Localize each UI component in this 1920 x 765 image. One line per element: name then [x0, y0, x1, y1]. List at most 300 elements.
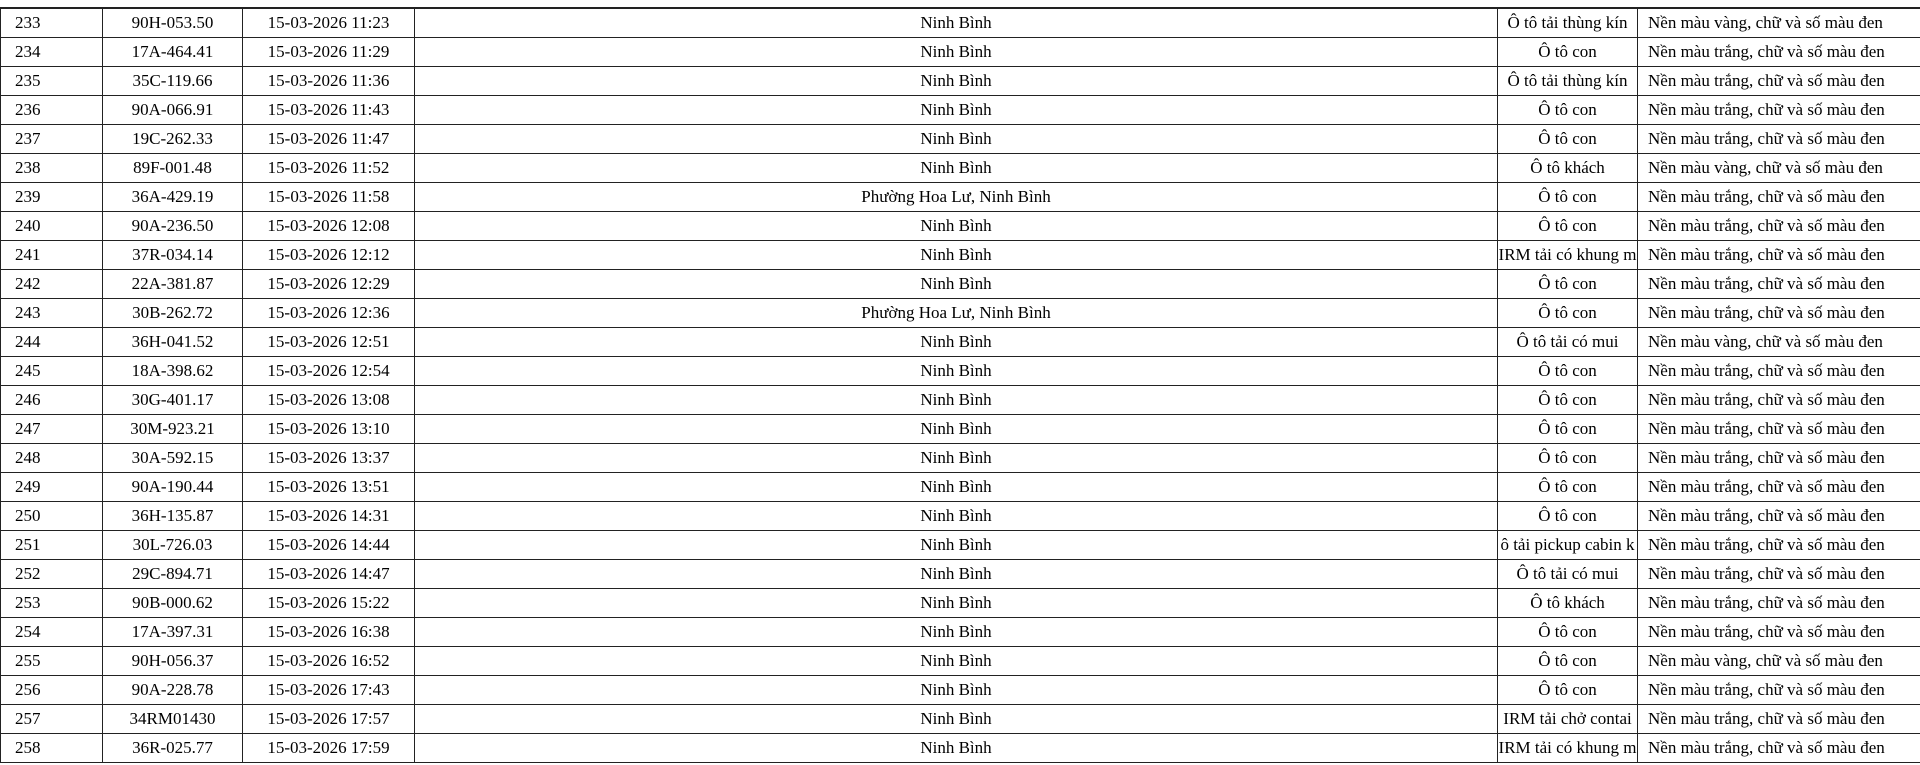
timestamp-cell[interactable] — [243, 328, 415, 357]
timestamp-cell-text: 15-03-2026 17:43 — [267, 680, 390, 699]
row-number-cell[interactable] — [1, 444, 103, 473]
plate-color-cell[interactable] — [1638, 154, 1920, 183]
row-number-cell[interactable] — [1, 502, 103, 531]
row-number-cell[interactable] — [1, 734, 103, 763]
vehicle-type-cell[interactable] — [1498, 299, 1638, 328]
plate-color-cell-text: Nền màu trắng, chữ và số màu đen — [1648, 564, 1885, 583]
license-plate-cell-text: 17A-397.31 — [131, 622, 214, 641]
location-cell-text: Ninh Bình — [920, 100, 992, 119]
plate-color-cell[interactable] — [1638, 125, 1920, 154]
license-plate-cell[interactable] — [103, 473, 243, 502]
plate-color-cell[interactable] — [1638, 589, 1920, 618]
plate-color-cell-text: Nền màu trắng, chữ và số màu đen — [1648, 71, 1885, 90]
plate-color-cell[interactable] — [1638, 270, 1920, 299]
plate-color-cell-text: Nền màu trắng, chữ và số màu đen — [1648, 187, 1885, 206]
row-number-cell-text: 257 — [15, 709, 41, 728]
vehicle-type-cell[interactable] — [1498, 705, 1638, 734]
row-number-cell-text: 253 — [15, 593, 41, 612]
timestamp-cell[interactable] — [243, 270, 415, 299]
license-plate-cell[interactable] — [103, 647, 243, 676]
license-plate-cell-text: 36A-429.19 — [131, 187, 214, 206]
table-row — [1, 531, 1920, 560]
table-row — [1, 705, 1920, 734]
license-plate-cell[interactable] — [103, 676, 243, 705]
row-number-cell[interactable] — [1, 618, 103, 647]
row-number-cell[interactable] — [1, 38, 103, 67]
license-plate-cell[interactable] — [103, 415, 243, 444]
vehicle-type-cell[interactable] — [1498, 183, 1638, 212]
row-number-cell-text: 254 — [15, 622, 41, 641]
timestamp-cell[interactable] — [243, 96, 415, 125]
row-number-cell[interactable] — [1, 647, 103, 676]
vehicle-type-cell[interactable] — [1498, 67, 1638, 96]
plate-color-cell-text: Nền màu trắng, chữ và số màu đen — [1648, 390, 1885, 409]
vehicle-type-cell[interactable] — [1498, 9, 1638, 38]
location-cell-text: Ninh Bình — [920, 274, 992, 293]
license-plate-cell[interactable] — [103, 502, 243, 531]
location-cell[interactable] — [415, 705, 1498, 734]
table-row — [1, 415, 1920, 444]
plate-color-cell-text: Nền màu vàng, chữ và số màu đen — [1648, 651, 1883, 670]
table-row — [1, 473, 1920, 502]
row-number-cell-text: 242 — [15, 274, 41, 293]
license-plate-cell-text: 37R-034.14 — [132, 245, 213, 264]
timestamp-cell-text: 15-03-2026 13:51 — [267, 477, 390, 496]
timestamp-cell-text: 15-03-2026 16:52 — [267, 651, 390, 670]
timestamp-cell[interactable] — [243, 241, 415, 270]
vehicle-type-cell[interactable] — [1498, 531, 1638, 560]
license-plate-cell-text: 30L-726.03 — [132, 535, 213, 554]
timestamp-cell[interactable] — [243, 734, 415, 763]
license-plate-cell[interactable] — [103, 212, 243, 241]
location-cell[interactable] — [415, 38, 1498, 67]
license-plate-cell[interactable] — [103, 589, 243, 618]
timestamp-cell[interactable] — [243, 705, 415, 734]
license-plate-cell-text: 90A-228.78 — [131, 680, 214, 699]
location-cell[interactable] — [415, 299, 1498, 328]
row-number-cell[interactable] — [1, 676, 103, 705]
plate-color-cell[interactable] — [1638, 96, 1920, 125]
vehicle-type-cell-text: Ô tô tải thùng kín — [1507, 13, 1628, 32]
row-number-cell-text: 236 — [15, 100, 41, 119]
table-row — [1, 154, 1920, 183]
license-plate-cell[interactable] — [103, 241, 243, 270]
vehicle-type-cell-text: Ô tô con — [1538, 506, 1597, 525]
timestamp-cell[interactable] — [243, 212, 415, 241]
timestamp-cell-text: 15-03-2026 11:43 — [267, 100, 390, 119]
license-plate-cell[interactable] — [103, 9, 243, 38]
vehicle-type-cell[interactable] — [1498, 328, 1638, 357]
location-cell[interactable] — [415, 154, 1498, 183]
plate-color-cell[interactable] — [1638, 705, 1920, 734]
license-plate-cell-text: 30G-401.17 — [131, 390, 214, 409]
license-plate-cell-text: 36H-135.87 — [131, 506, 214, 525]
license-plate-cell[interactable] — [103, 299, 243, 328]
timestamp-cell-text: 15-03-2026 12:54 — [267, 361, 390, 380]
plate-color-cell[interactable] — [1638, 67, 1920, 96]
vehicle-type-cell-text: Ô tô con — [1538, 187, 1597, 206]
plate-color-cell-text: Nền màu trắng, chữ và số màu đen — [1648, 448, 1885, 467]
vehicle-type-cell[interactable] — [1498, 241, 1638, 270]
row-number-cell-text: 244 — [15, 332, 41, 351]
vehicle-type-cell[interactable] — [1498, 589, 1638, 618]
plate-color-cell[interactable] — [1638, 531, 1920, 560]
row-number-cell-text: 256 — [15, 680, 41, 699]
vehicle-type-cell[interactable] — [1498, 502, 1638, 531]
location-cell-text: Ninh Bình — [920, 71, 992, 90]
license-plate-cell[interactable] — [103, 386, 243, 415]
vehicle-type-cell[interactable] — [1498, 618, 1638, 647]
vehicle-type-cell[interactable] — [1498, 415, 1638, 444]
timestamp-cell[interactable] — [243, 38, 415, 67]
license-plate-cell[interactable] — [103, 705, 243, 734]
license-plate-cell[interactable] — [103, 444, 243, 473]
plate-color-cell-text: Nền màu trắng, chữ và số màu đen — [1648, 738, 1885, 757]
vehicle-type-cell-text: Ô tô con — [1538, 622, 1597, 641]
vehicle-type-cell[interactable] — [1498, 386, 1638, 415]
license-plate-cell[interactable] — [103, 560, 243, 589]
location-cell[interactable] — [415, 212, 1498, 241]
license-plate-cell[interactable] — [103, 125, 243, 154]
timestamp-cell[interactable] — [243, 647, 415, 676]
row-number-cell[interactable] — [1, 96, 103, 125]
location-cell[interactable] — [415, 560, 1498, 589]
row-number-cell-text: 234 — [15, 42, 41, 61]
location-cell-text: Ninh Bình — [920, 535, 992, 554]
timestamp-cell[interactable] — [243, 589, 415, 618]
row-number-cell-text: 241 — [15, 245, 41, 264]
table-row — [1, 125, 1920, 154]
timestamp-cell-text: 15-03-2026 11:23 — [267, 13, 390, 32]
license-plate-cell-text: 30B-262.72 — [132, 303, 213, 322]
row-number-cell-text: 252 — [15, 564, 41, 583]
table-row — [1, 444, 1920, 473]
timestamp-cell[interactable] — [243, 560, 415, 589]
vehicle-type-cell-text: IRM tải có khung m — [1498, 738, 1637, 757]
location-cell[interactable] — [415, 618, 1498, 647]
location-cell[interactable] — [415, 270, 1498, 299]
table-row — [1, 676, 1920, 705]
vehicle-type-cell-text: Ô tô con — [1538, 274, 1597, 293]
license-plate-cell-text: 19C-262.33 — [132, 129, 213, 148]
plate-color-cell[interactable] — [1638, 560, 1920, 589]
plate-color-cell[interactable] — [1638, 38, 1920, 67]
plate-color-cell[interactable] — [1638, 183, 1920, 212]
vehicle-type-cell-text: ô tải pickup cabin k — [1500, 535, 1635, 554]
vehicle-type-cell-text: Ô tô tải thùng kín — [1507, 71, 1628, 90]
license-plate-cell[interactable] — [103, 618, 243, 647]
timestamp-cell-text: 15-03-2026 11:29 — [267, 42, 390, 61]
timestamp-cell[interactable] — [243, 676, 415, 705]
timestamp-cell[interactable] — [243, 473, 415, 502]
table-row — [1, 560, 1920, 589]
location-cell[interactable] — [415, 734, 1498, 763]
table-row — [1, 241, 1920, 270]
plate-color-cell-text: Nền màu trắng, chữ và số màu đen — [1648, 622, 1885, 641]
location-cell[interactable] — [415, 328, 1498, 357]
table-row — [1, 270, 1920, 299]
table-row — [1, 38, 1920, 67]
timestamp-cell-text: 15-03-2026 13:10 — [267, 419, 390, 438]
license-plate-cell-text: 90A-236.50 — [131, 216, 214, 235]
license-plate-cell-text: 30M-923.21 — [130, 419, 215, 438]
location-cell[interactable] — [415, 96, 1498, 125]
plate-color-cell[interactable] — [1638, 676, 1920, 705]
vehicle-type-cell-text: IRM tải chở contai — [1503, 709, 1632, 728]
location-cell[interactable] — [415, 502, 1498, 531]
plate-color-cell[interactable] — [1638, 473, 1920, 502]
license-plate-cell-text: 18A-398.62 — [131, 361, 214, 380]
vehicle-type-cell[interactable] — [1498, 154, 1638, 183]
timestamp-cell[interactable] — [243, 299, 415, 328]
plate-color-cell-text: Nền màu trắng, chữ và số màu đen — [1648, 535, 1885, 554]
location-cell[interactable] — [415, 386, 1498, 415]
row-number-cell-text: 245 — [15, 361, 41, 380]
location-cell-text: Ninh Bình — [920, 506, 992, 525]
timestamp-cell-text: 15-03-2026 12:36 — [267, 303, 390, 322]
location-cell-text: Ninh Bình — [920, 216, 992, 235]
table-row — [1, 502, 1920, 531]
plate-color-cell[interactable] — [1638, 444, 1920, 473]
plate-color-cell[interactable] — [1638, 212, 1920, 241]
table-row — [1, 734, 1920, 763]
license-plate-cell[interactable] — [103, 531, 243, 560]
row-number-cell-text: 255 — [15, 651, 41, 670]
timestamp-cell[interactable] — [243, 444, 415, 473]
vehicle-type-cell[interactable] — [1498, 357, 1638, 386]
vehicle-type-cell-text: Ô tô con — [1538, 216, 1597, 235]
vehicle-type-cell[interactable] — [1498, 560, 1638, 589]
vehicle-type-cell[interactable] — [1498, 676, 1638, 705]
row-number-cell[interactable] — [1, 473, 103, 502]
plate-color-cell[interactable] — [1638, 734, 1920, 763]
vehicle-type-cell-text: Ô tô con — [1538, 448, 1597, 467]
plate-color-cell[interactable] — [1638, 647, 1920, 676]
timestamp-cell-text: 15-03-2026 13:08 — [267, 390, 390, 409]
row-number-cell-text: 246 — [15, 390, 41, 409]
location-cell-text: Ninh Bình — [920, 622, 992, 641]
vehicle-type-cell[interactable] — [1498, 270, 1638, 299]
license-plate-cell-text: 22A-381.87 — [131, 274, 214, 293]
timestamp-cell[interactable] — [243, 67, 415, 96]
plate-color-cell[interactable] — [1638, 618, 1920, 647]
timestamp-cell-text: 15-03-2026 14:31 — [267, 506, 390, 525]
license-plate-cell-text: 34RM01430 — [129, 709, 216, 728]
table-row — [1, 212, 1920, 241]
location-cell-text: Ninh Bình — [920, 13, 992, 32]
row-number-cell-text: 238 — [15, 158, 41, 177]
timestamp-cell-text: 15-03-2026 11:47 — [267, 129, 390, 148]
location-cell[interactable] — [415, 531, 1498, 560]
plate-color-cell[interactable] — [1638, 9, 1920, 38]
plate-color-cell-text: Nền màu trắng, chữ và số màu đen — [1648, 303, 1885, 322]
vehicle-type-cell-text: Ô tô con — [1538, 361, 1597, 380]
table-row — [1, 96, 1920, 125]
vehicle-type-cell-text: Ô tô con — [1538, 129, 1597, 148]
location-cell-text: Ninh Bình — [920, 158, 992, 177]
license-plate-cell-text: 29C-894.71 — [132, 564, 213, 583]
row-number-cell-text: 237 — [15, 129, 41, 148]
location-cell[interactable] — [415, 9, 1498, 38]
license-plate-cell-text: 36H-041.52 — [131, 332, 214, 351]
timestamp-cell[interactable] — [243, 386, 415, 415]
row-number-cell-text: 239 — [15, 187, 41, 206]
table-row — [1, 67, 1920, 96]
plate-color-cell[interactable] — [1638, 328, 1920, 357]
row-number-cell[interactable] — [1, 705, 103, 734]
vehicle-type-cell-text: Ô tô khách — [1530, 158, 1605, 177]
row-number-cell[interactable] — [1, 183, 103, 212]
license-plate-cell[interactable] — [103, 328, 243, 357]
vehicle-type-cell[interactable] — [1498, 96, 1638, 125]
vehicle-type-cell[interactable] — [1498, 444, 1638, 473]
row-number-cell[interactable] — [1, 270, 103, 299]
timestamp-cell[interactable] — [243, 618, 415, 647]
license-plate-cell-text: 90H-056.37 — [131, 651, 214, 670]
location-cell-text: Ninh Bình — [920, 709, 992, 728]
timestamp-cell[interactable] — [243, 502, 415, 531]
timestamp-cell[interactable] — [243, 183, 415, 212]
plate-color-cell-text: Nền màu trắng, chữ và số màu đen — [1648, 593, 1885, 612]
row-number-cell[interactable] — [1, 241, 103, 270]
row-number-cell-text: 240 — [15, 216, 41, 235]
license-plate-cell[interactable] — [103, 357, 243, 386]
timestamp-cell[interactable] — [243, 531, 415, 560]
row-number-cell[interactable] — [1, 589, 103, 618]
license-plate-cell-text: 30A-592.15 — [131, 448, 214, 467]
row-number-cell[interactable] — [1, 531, 103, 560]
table-row — [1, 618, 1920, 647]
plate-color-cell-text: Nền màu trắng, chữ và số màu đen — [1648, 506, 1885, 525]
timestamp-cell[interactable] — [243, 9, 415, 38]
plate-color-cell[interactable] — [1638, 502, 1920, 531]
row-number-cell[interactable] — [1, 67, 103, 96]
row-number-cell[interactable] — [1, 125, 103, 154]
plate-color-cell[interactable] — [1638, 357, 1920, 386]
plate-color-cell[interactable] — [1638, 241, 1920, 270]
plate-color-cell[interactable] — [1638, 299, 1920, 328]
plate-color-cell-text: Nền màu vàng, chữ và số màu đen — [1648, 332, 1883, 351]
license-plate-cell[interactable] — [103, 734, 243, 763]
location-cell[interactable] — [415, 473, 1498, 502]
row-number-cell-text: 247 — [15, 419, 41, 438]
timestamp-cell[interactable] — [243, 415, 415, 444]
location-cell[interactable] — [415, 241, 1498, 270]
location-cell-text: Ninh Bình — [920, 680, 992, 699]
table-row — [1, 386, 1920, 415]
license-plate-cell[interactable] — [103, 183, 243, 212]
license-plate-cell-text: 90B-000.62 — [132, 593, 213, 612]
timestamp-cell[interactable] — [243, 125, 415, 154]
location-cell[interactable] — [415, 647, 1498, 676]
vehicle-type-cell[interactable] — [1498, 212, 1638, 241]
license-plate-cell-text: 90A-190.44 — [131, 477, 214, 496]
vehicle-type-cell-text: Ô tô con — [1538, 419, 1597, 438]
row-number-cell-text: 248 — [15, 448, 41, 467]
row-number-cell[interactable] — [1, 9, 103, 38]
row-number-cell[interactable] — [1, 415, 103, 444]
license-plate-cell[interactable] — [103, 154, 243, 183]
location-cell[interactable] — [415, 357, 1498, 386]
location-cell[interactable] — [415, 415, 1498, 444]
license-plate-cell-text: 17A-464.41 — [131, 42, 214, 61]
location-cell-text: Ninh Bình — [920, 129, 992, 148]
location-cell[interactable] — [415, 183, 1498, 212]
row-number-cell[interactable] — [1, 560, 103, 589]
location-cell[interactable] — [415, 444, 1498, 473]
location-cell-text: Ninh Bình — [920, 651, 992, 670]
vehicle-type-cell[interactable] — [1498, 125, 1638, 154]
row-number-cell[interactable] — [1, 299, 103, 328]
location-cell-text: Ninh Bình — [920, 245, 992, 264]
row-number-cell[interactable] — [1, 328, 103, 357]
plate-color-cell[interactable] — [1638, 415, 1920, 444]
row-number-cell[interactable] — [1, 357, 103, 386]
vehicle-type-cell[interactable] — [1498, 734, 1638, 763]
location-cell[interactable] — [415, 589, 1498, 618]
table-row — [1, 299, 1920, 328]
row-number-cell[interactable] — [1, 154, 103, 183]
vehicle-type-cell-text: Ô tô khách — [1530, 593, 1605, 612]
location-cell[interactable] — [415, 67, 1498, 96]
vehicle-type-cell[interactable] — [1498, 647, 1638, 676]
license-plate-cell[interactable] — [103, 67, 243, 96]
vehicle-type-cell-text: Ô tô con — [1538, 390, 1597, 409]
location-cell-text: Phường Hoa Lư, Ninh Bình — [861, 303, 1051, 322]
license-plate-cell[interactable] — [103, 96, 243, 125]
plate-color-cell-text: Nền màu trắng, chữ và số màu đen — [1648, 245, 1885, 264]
table-row — [1, 9, 1920, 38]
row-number-cell-text: 243 — [15, 303, 41, 322]
license-plate-cell[interactable] — [103, 38, 243, 67]
timestamp-cell-text: 15-03-2026 17:59 — [267, 738, 390, 757]
plate-color-cell[interactable] — [1638, 386, 1920, 415]
vehicle-type-cell[interactable] — [1498, 473, 1638, 502]
table-row — [1, 328, 1920, 357]
table-row — [1, 589, 1920, 618]
plate-color-cell-text: Nền màu trắng, chữ và số màu đen — [1648, 216, 1885, 235]
row-number-cell[interactable] — [1, 386, 103, 415]
location-cell-text: Ninh Bình — [920, 361, 992, 380]
violation-table — [0, 8, 1920, 763]
plate-color-cell-text: Nền màu trắng, chữ và số màu đen — [1648, 129, 1885, 148]
timestamp-cell[interactable] — [243, 154, 415, 183]
vehicle-type-cell-text: Ô tô con — [1538, 680, 1597, 699]
row-number-cell-text: 258 — [15, 738, 41, 757]
plate-color-cell-text: Nền màu trắng, chữ và số màu đen — [1648, 419, 1885, 438]
license-plate-cell[interactable] — [103, 270, 243, 299]
location-cell-text: Ninh Bình — [920, 390, 992, 409]
table-row — [1, 183, 1920, 212]
license-plate-cell-text: 89F-001.48 — [133, 158, 212, 177]
location-cell[interactable] — [415, 676, 1498, 705]
location-cell-text: Ninh Bình — [920, 332, 992, 351]
vehicle-type-cell-text: Ô tô con — [1538, 477, 1597, 496]
row-number-cell-text: 249 — [15, 477, 41, 496]
location-cell[interactable] — [415, 125, 1498, 154]
plate-color-cell-text: Nền màu trắng, chữ và số màu đen — [1648, 100, 1885, 119]
row-number-cell[interactable] — [1, 212, 103, 241]
vehicle-type-cell[interactable] — [1498, 38, 1638, 67]
location-cell-text: Ninh Bình — [920, 564, 992, 583]
timestamp-cell[interactable] — [243, 357, 415, 386]
timestamp-cell-text: 15-03-2026 11:52 — [267, 158, 390, 177]
timestamp-cell-text: 15-03-2026 12:12 — [267, 245, 390, 264]
timestamp-cell-text: 15-03-2026 11:58 — [267, 187, 390, 206]
plate-color-cell-text: Nền màu vàng, chữ và số màu đen — [1648, 13, 1883, 32]
row-number-cell-text: 250 — [15, 506, 41, 525]
location-cell-text: Ninh Bình — [920, 593, 992, 612]
